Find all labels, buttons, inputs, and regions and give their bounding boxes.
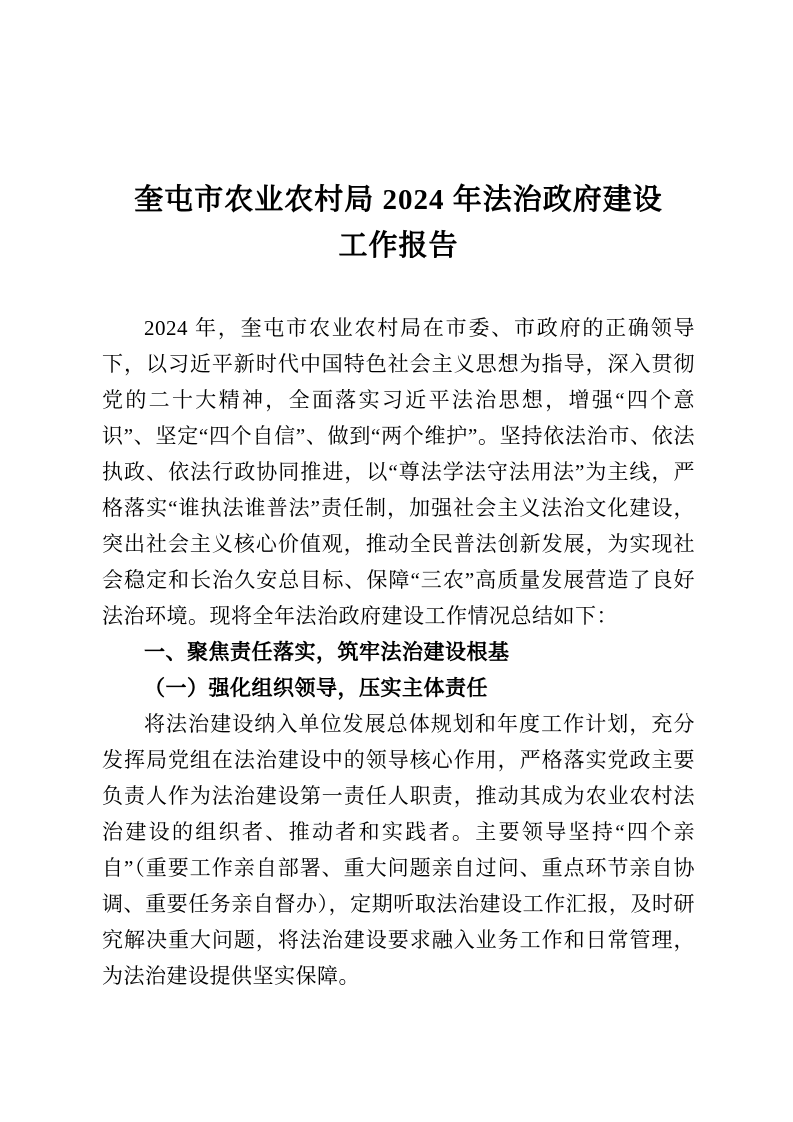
paragraph-introduction: 2024 年，奎屯市农业农村局在市委、市政府的正确领导下，以习近平新时代中国特色社会主义思想为指导，深入贯彻党的二十大精神，全面落实习近平法治思想，增强“四个意识”、坚定“四个自信”、做到“两个维护”。坚持依法治市、依法执政、依法行政协同推进，以“尊法学法守法用法”为主线，严格落实“谁执法谁普法”责任制，加强社会主义法治文化建设，突出社会主义核心价值观，推动全民普法创新发展，为实现社会稳定和长治久安总目标、保障“三农”高质量发展营造了良好法治环境。现将全年法治政府建设工作情况总结如下：	[102, 316, 695, 628]
document-title-line-1: 奎屯市农业农村局 2024 年法治政府建设	[134, 184, 663, 216]
document-title-line-2: 工作报告	[338, 230, 459, 262]
document-title	[102, 177, 695, 269]
section-heading-1: 一、聚焦责任落实，筑牢法治建设根基	[144, 640, 510, 664]
subsection-heading-1-1: （一）强化组织领导，压实主体责任	[144, 676, 488, 700]
paragraph-section-1-1: 将法治建设纳入单位发展总体规划和年度工作计划，充分发挥局党组在法治建设中的领导核心作用，严格落实党政主要负责人作为法治建设第一责任人职责，推动其成为农业农村法治建设的组织者、推动者和实践者。主要领导坚持“四个亲自”（重要工作亲自部署、重大问题亲自过问、重点环节亲自协调、重要任务亲自督办），定期听取法治建设工作汇报，及时研究解决重大问题，将法治建设要求融入业务工作和日常管理，为法治建设提供坚实保障。	[102, 712, 695, 988]
